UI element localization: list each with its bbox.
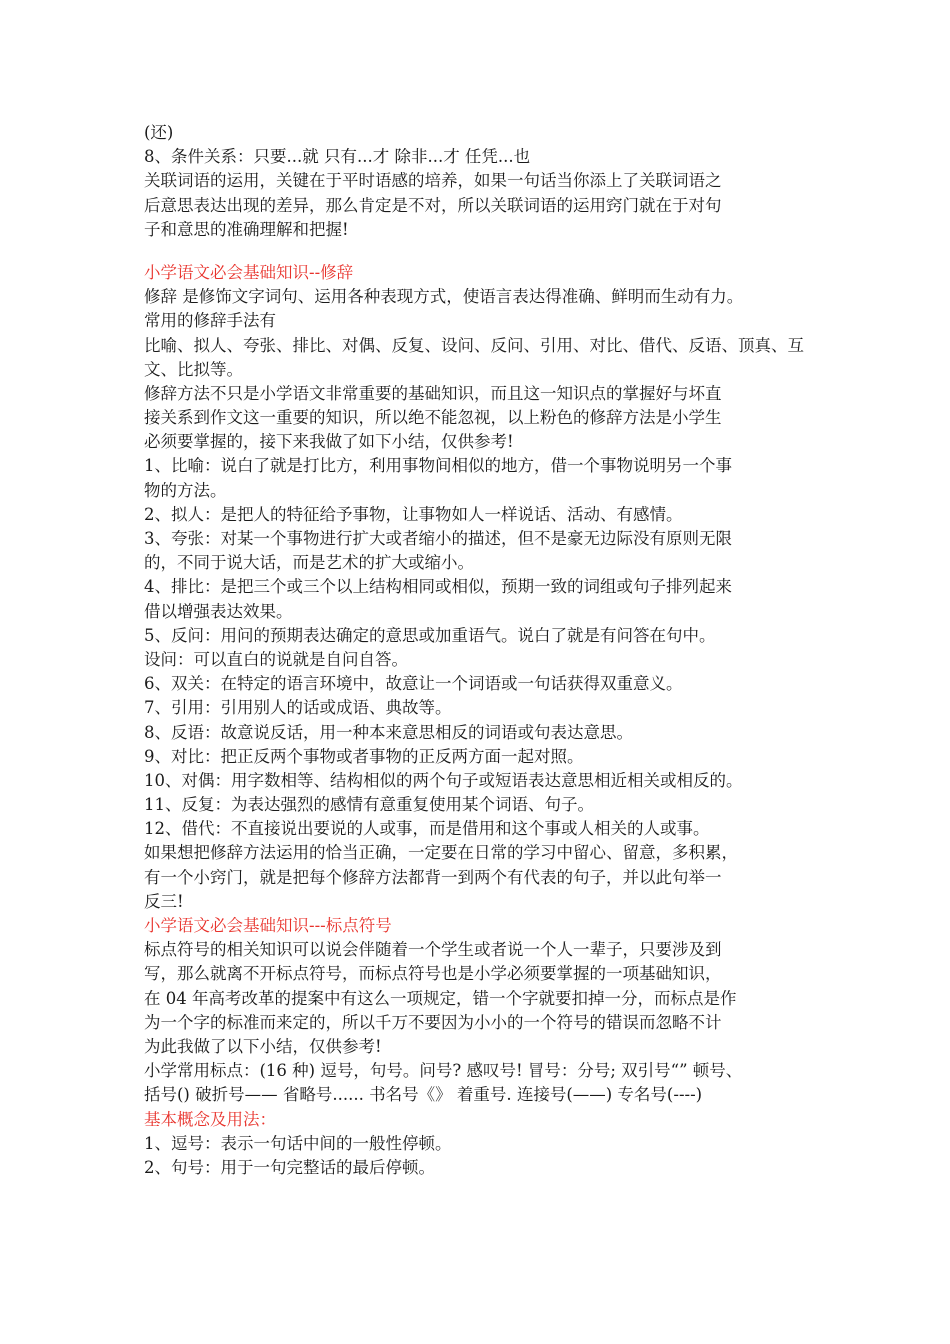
- text-line: 如果想把修辞方法运用的恰当正确，一定要在日常的学习中留心、留意，多积累，: [144, 843, 738, 863]
- text-line: 8、条件关系：只要...就 只有...才 除非...才 任凭...也: [144, 147, 531, 167]
- text-line: 2、句号：用于一句完整话的最后停顿。: [144, 1157, 435, 1177]
- text-line: 括号() 破折号—— 省略号...... 书名号《》 着重号. 连接号(——) 专名号(----): [144, 1085, 703, 1105]
- text-line: 写，那么就离不开标点符号，而标点符号也是小学必须要掌握的一项基础知识，: [144, 964, 722, 984]
- text-line: 8、反语：故意说反话，用一种本来意思相反的词语或句表达意思。: [144, 722, 633, 742]
- section-heading-rhetoric: 小学语文必会基础知识--修辞: [144, 262, 354, 282]
- text-line: 为此我做了以下小结，仅供参考!: [144, 1036, 382, 1056]
- text-line: 后意思表达出现的差异，那么肯定是不对，所以关联词语的运用窍门就在于对句: [144, 195, 722, 215]
- text-line: 子和意思的准确理解和把握!: [144, 219, 349, 239]
- document-body: [144, 121, 820, 1180]
- text-line: 关联词语的运用，关键在于平时语感的培养，如果一句话当你添上了关联词语之: [144, 171, 722, 191]
- text-line: 9、对比：把正反两个事物或者事物的正反两方面一起对照。: [144, 746, 584, 766]
- text-line: 6、双关：在特定的语言环境中，故意让一个词语或一句话获得双重意义。: [144, 674, 683, 694]
- text-line: 10、对偶：用字数相等、结构相似的两个句子或短语表达意思相近相关或相反的。: [144, 770, 743, 790]
- text-line: 有一个小窍门，就是把每个修辞方法都背一到两个有代表的句子，并以此句举一: [144, 867, 722, 887]
- text-line: (还): [144, 123, 174, 142]
- text-line: 1、逗号：表示一句话中间的一般性停顿。: [144, 1133, 452, 1153]
- section-heading-basic-concepts: 基本概念及用法：: [144, 1109, 276, 1129]
- text-line: 在 04 年高考改革的提案中有这么一项规定，错一个字就要扣掉一分，而标点是作: [144, 988, 737, 1008]
- text-line: 文、比拟等。: [144, 359, 243, 379]
- text-line: 修辞方法不只是小学语文非常重要的基础知识，而且这一知识点的掌握好与坏直: [144, 383, 722, 403]
- text-line: 接关系到作文这一重要的知识，所以绝不能忽视，以上粉色的修辞方法是小学生: [144, 408, 722, 428]
- text-line: 设问：可以直白的说就是自问自答。: [144, 649, 408, 669]
- text-line: 借以增强表达效果。: [144, 601, 293, 621]
- text-line: 必须要掌握的，接下来我做了如下小结，仅供参考!: [144, 432, 514, 452]
- text-line: 3、夸张：对某一个事物进行扩大或者缩小的描述，但不是豪无边际没有原则无限: [144, 529, 732, 548]
- text-line: 的，不同于说大话，而是艺术的扩大或缩小。: [144, 553, 474, 573]
- text-line: 4、排比：是把三个或三个以上结构相同或相似，预期一致的词组或句子排列起来: [144, 577, 732, 597]
- text-line: 物的方法。: [144, 480, 227, 500]
- text-line: 比喻、拟人、夸张、排比、对偶、反复、设问、反问、引用、对比、借代、反语、顶真、互: [144, 335, 804, 355]
- text-line: 12、借代：不直接说出要说的人或事，而是借用和这个事或人相关的人或事。: [144, 819, 710, 839]
- text-line: 1、比喻：说白了就是打比方，利用事物间相似的地方，借一个事物说明另一个事: [144, 456, 732, 476]
- text-line: 小学常用标点：(16 种) 逗号，句号。问号? 感叹号! 冒号：分号; 双引号“” 顿号、: [144, 1061, 743, 1081]
- text-line: 11、反复：为表达强烈的感情有意重复使用某个词语、句子。: [144, 795, 594, 815]
- text-line: 标点符号的相关知识可以说会伴随着一个学生或者说一个人一辈子，只要涉及到: [144, 940, 722, 960]
- paragraph-gap: [144, 242, 820, 261]
- text-line: 修辞 是修饰文字词句、运用各种表现方式，使语言表达得准确、鲜明而生动有力。: [144, 287, 744, 307]
- section-heading-punctuation: 小学语文必会基础知识---标点符号: [144, 916, 392, 935]
- text-line: 为一个字的标准而来定的，所以千万不要因为小小的一个符号的错误而忽略不计: [144, 1012, 722, 1032]
- text-line: 常用的修辞手法有: [144, 311, 276, 331]
- text-line: 2、拟人：是把人的特征给予事物，让事物如人一样说话、活动、有感情。: [144, 504, 683, 524]
- text-line: 5、反问：用问的预期表达确定的意思或加重语气。说白了就是有问答在句中。: [144, 625, 716, 645]
- text-line: 反三!: [144, 891, 184, 911]
- text-line: 7、引用：引用别人的话或成语、典故等。: [144, 698, 452, 718]
